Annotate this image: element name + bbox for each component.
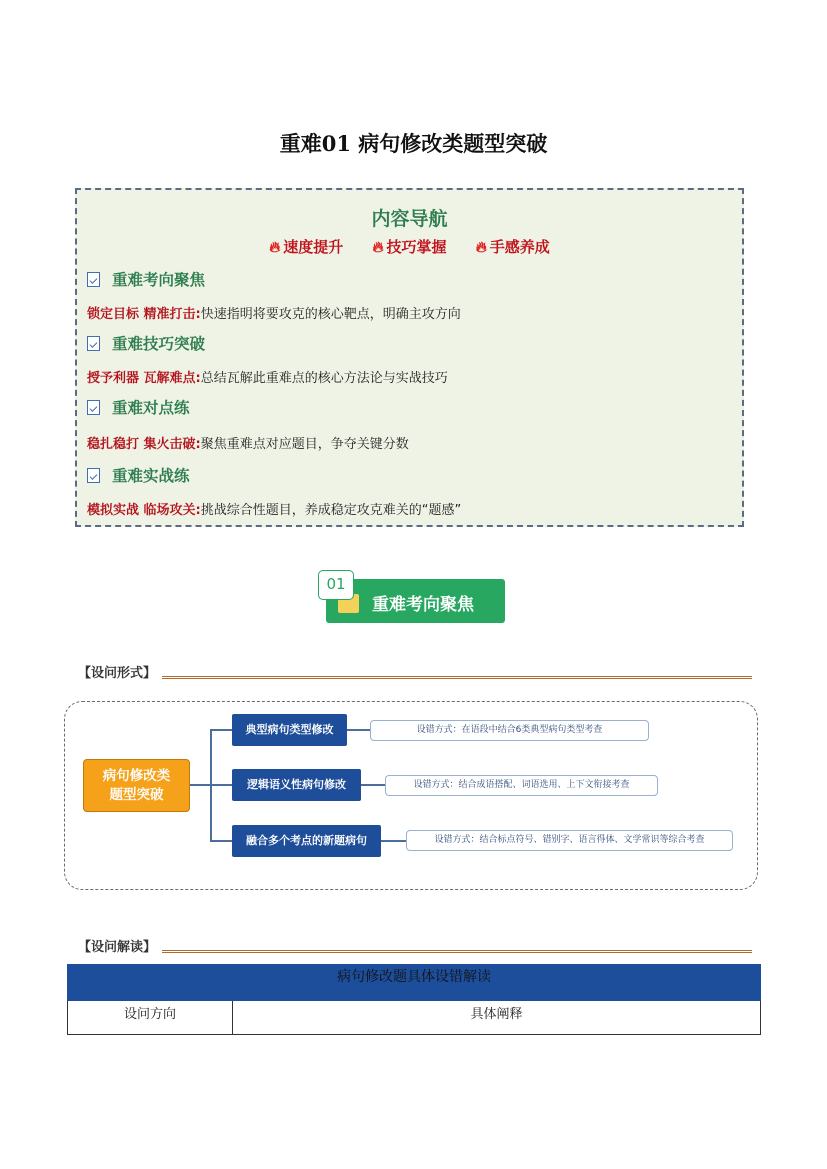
- document-check-icon: [87, 468, 100, 483]
- document-check-icon: [87, 336, 100, 351]
- table-header-row: [67, 1001, 761, 1035]
- connector-line: [381, 840, 406, 842]
- table-column-header: 设问方向: [68, 1001, 233, 1034]
- connector-line: [210, 729, 232, 731]
- mindmap-branch-node: 逻辑语义性病句修改: [232, 769, 361, 801]
- connector-line: [210, 840, 232, 842]
- connector-line: [210, 784, 232, 786]
- nav-section-heading: 重难技巧突破: [87, 332, 205, 354]
- nav-section-line: 模拟实战 临场攻关:挑战综合性题目，养成稳定攻克难关的“题感”: [87, 503, 462, 518]
- nav-heading: 内容导航: [371, 208, 448, 230]
- nav-section-line: 稳扎稳打 集火击破:聚焦重难点对应题目，争夺关键分数: [87, 437, 409, 452]
- table-column-header: 具体阐释: [470, 1007, 523, 1022]
- nav-section-heading: 重难对点练: [87, 396, 190, 418]
- badge-number: 01: [318, 570, 354, 600]
- nav-section-line: 锁定目标 精准打击:快速指明将要攻克的核心靶点，明确主攻方向: [87, 307, 461, 322]
- nav-tag: 🔥︎ 速度提升: [269, 238, 344, 256]
- section-rule: [162, 950, 752, 953]
- mindmap-root-node: 病句修改类 题型突破: [83, 759, 190, 812]
- nav-tag: 🔥︎ 手感养成: [475, 238, 550, 256]
- flame-icon: 🔥︎: [475, 238, 487, 256]
- page-title: 重难01 病句修改类题型突破: [279, 131, 548, 156]
- mindmap-branch-node: 典型病句类型修改: [232, 714, 347, 746]
- document-check-icon: [87, 272, 100, 287]
- nav-section-line: 授予利器 瓦解难点:总结瓦解此重难点的核心方法论与实战技巧: [87, 371, 448, 386]
- connector-line: [347, 729, 370, 731]
- section-label-question-form: 【设问形式】: [78, 666, 157, 681]
- nav-tag: 🔥︎ 技巧掌握: [372, 238, 447, 256]
- nav-section-heading: 重难实战练: [87, 464, 190, 486]
- badge-title: 重难考向聚焦: [372, 595, 474, 615]
- connector-line: [361, 784, 385, 786]
- table-title: 病句修改题具体设错解读: [67, 964, 761, 1001]
- mindmap-leaf-node: 设错方式：结合标点符号、错别字、语言得体、文学常识等综合考查: [406, 830, 733, 851]
- mindmap-branch-node: 融合多个考点的新题病句: [232, 825, 381, 857]
- section-rule: [162, 676, 752, 679]
- content-navigation-box: [75, 188, 744, 527]
- flame-icon: 🔥︎: [269, 238, 281, 256]
- mindmap-leaf-node: 设错方式：结合成语搭配、词语选用、上下文衔接考查: [385, 775, 658, 796]
- mindmap-leaf-node: 设错方式：在语段中结合6类典型病句类型考查: [370, 720, 649, 741]
- nav-tags: [77, 236, 742, 257]
- flame-icon: 🔥︎: [372, 238, 384, 256]
- section-label-question-interpretation: 【设问解读】: [78, 940, 157, 955]
- document-check-icon: [87, 400, 100, 415]
- nav-section-heading: 重难考向聚焦: [87, 268, 205, 290]
- connector-line: [190, 784, 211, 786]
